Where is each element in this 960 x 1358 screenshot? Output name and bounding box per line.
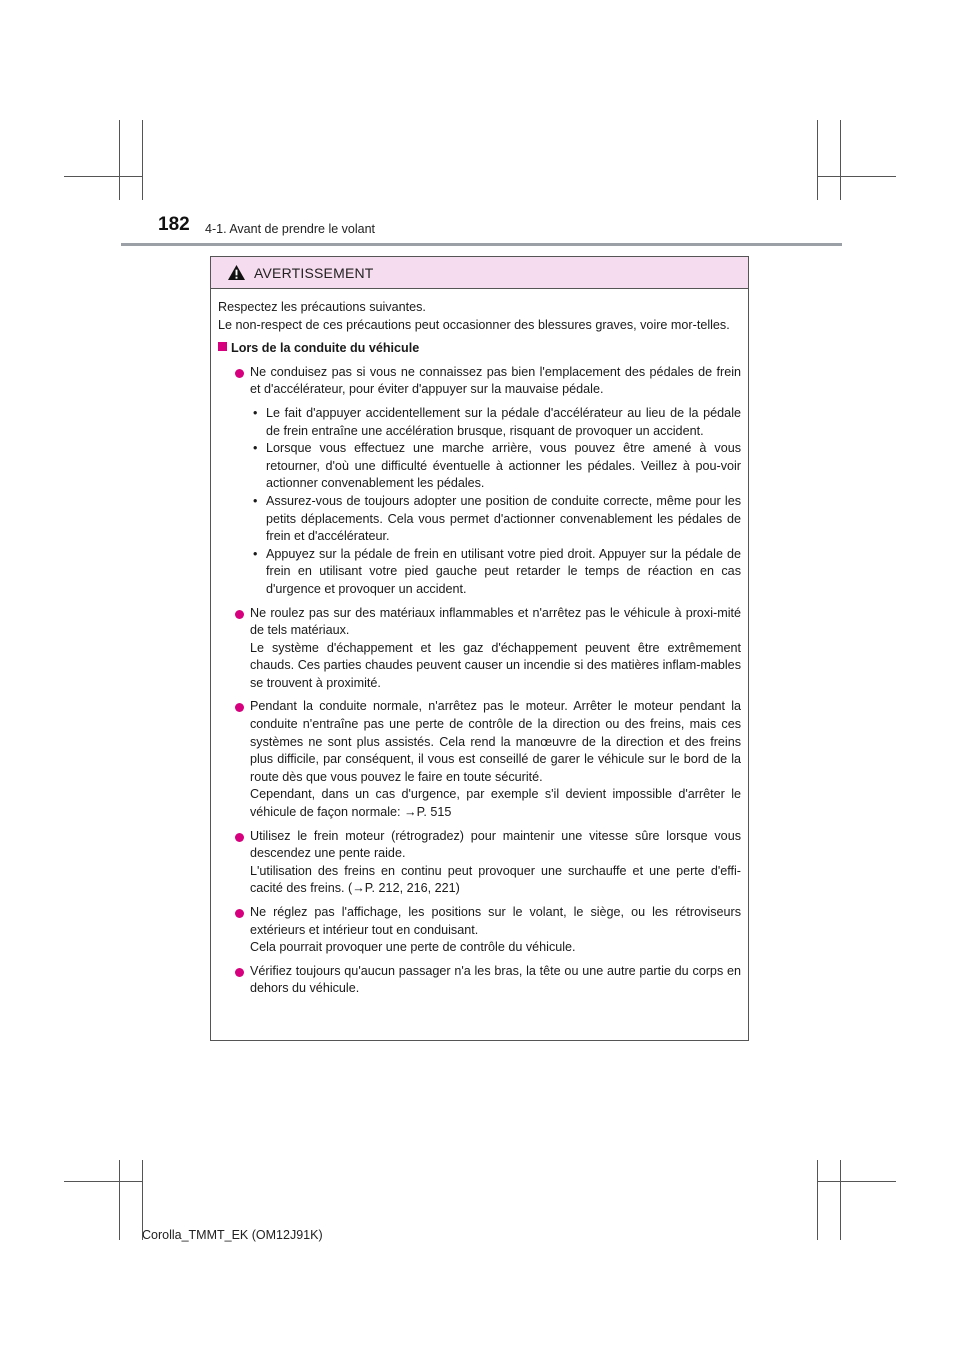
sub-item-text: Le fait d'appuyer accidentellement sur la pédale d'accélérateur au lieu de la pédale de frein entraîne une accélération brusque, risquant de provoquer un accident. bbox=[266, 405, 741, 438]
warning-item-text: L'utilisation des freins en continu peut provoquer une surchauffe et une perte d'effi-cacité des freins. (→P. 212, 216, 221) bbox=[250, 863, 741, 896]
intro-text bbox=[218, 299, 741, 334]
warning-item-text: Pendant la conduite normale, n'arrêtez pas le moteur. Arrêter le moteur pendant la conduite n'entraîne pas une perte de contrôle de la direction ou des freins, mais ces systèmes ne sont plus assistés. Cela rend la manœuvre de la direction et des freins plus difficile, par conséquent, il vous est conseillé de garer le véhicule sur le bord de la route dès que vous pouvez le faire en toute sécurité. bbox=[250, 699, 741, 784]
square-bullet-icon bbox=[218, 342, 227, 351]
sub-list bbox=[218, 405, 741, 599]
warning-item-text: Cela pourrait provoquer une perte de contrôle du véhicule. bbox=[250, 940, 576, 955]
document-id: Corolla_TMMT_EK (OM12J91K) bbox=[142, 1228, 323, 1242]
warning-title: AVERTISSEMENT bbox=[254, 264, 374, 281]
crop-mark bbox=[817, 1181, 896, 1182]
warning-item-text: Utilisez le frein moteur (rétrogradez) pour maintenir une vitesse sûre lorsque vous descendez une pente raide. bbox=[250, 828, 741, 861]
crop-mark bbox=[142, 120, 143, 200]
crop-mark bbox=[119, 120, 120, 200]
warning-item-text: Ne conduisez pas si vous ne connaissez pas bien l'emplacement des pédales de frein et d'accélérateur, pour éviter d'appuyer sur la mauvaise pédale. bbox=[250, 364, 741, 397]
warning-item-text: Cependant, dans un cas d'urgence, par exemple s'il devient impossible d'arrêter le véhicule de façon normale: →P. 515 bbox=[250, 787, 741, 820]
sub-bullet-mark: • bbox=[253, 493, 258, 508]
warning-item bbox=[218, 963, 741, 998]
warning-item bbox=[218, 698, 741, 821]
section-heading bbox=[218, 340, 741, 358]
warning-item bbox=[218, 828, 741, 898]
sub-item-text: Lorsque vous effectuez une marche arrière, vous pouvez être amené à vous retourner, d'où une difficulté éventuelle à actionner les pédales. Veillez à pou-voir actionner convenablement les pédales. bbox=[266, 441, 741, 491]
round-bullet-icon bbox=[235, 703, 244, 712]
crop-mark bbox=[817, 1160, 818, 1240]
section-heading-text: Lors de la conduite du véhicule bbox=[231, 341, 420, 356]
warning-item bbox=[218, 904, 741, 957]
round-bullet-icon bbox=[235, 833, 244, 842]
intro-line: Le non-respect de ces précautions peut occasionner des blessures graves, voire mor-telles. bbox=[218, 317, 730, 332]
sub-item bbox=[218, 440, 741, 493]
crop-mark bbox=[840, 120, 841, 200]
warning-item-text: Vérifiez toujours qu'aucun passager n'a les bras, la tête ou une autre partie du corps en dehors du véhicule. bbox=[250, 963, 741, 996]
warning-item bbox=[218, 605, 741, 693]
sub-item-text: Appuyez sur la pédale de frein en utilisant votre pied droit. Appuyer sur la pédale de frein en utilisant votre pied gauche peut retarder le temps de réaction en cas d'urgence et provoquer un accident. bbox=[266, 546, 741, 596]
round-bullet-icon bbox=[235, 968, 244, 977]
sub-item-text: Assurez-vous de toujours adopter une position de conduite correcte, même pour les petits déplacements. Cela vous permet d'actionner convenablement les pédales de frein et d'accélérateur. bbox=[266, 493, 741, 544]
sub-item bbox=[218, 493, 741, 546]
warning-body bbox=[211, 289, 748, 998]
header-rule bbox=[121, 243, 842, 246]
sub-bullet-mark: • bbox=[253, 546, 258, 561]
crop-mark bbox=[64, 1181, 142, 1182]
warning-box bbox=[210, 256, 749, 1041]
round-bullet-icon bbox=[235, 610, 244, 619]
crop-mark bbox=[119, 1160, 120, 1240]
crop-mark bbox=[64, 176, 142, 177]
sub-item bbox=[218, 546, 741, 599]
section-title: 4-1. Avant de prendre le volant bbox=[205, 222, 376, 236]
crop-mark bbox=[817, 176, 896, 177]
page-number: 182 bbox=[158, 214, 190, 235]
warning-item-text: Ne réglez pas l'affichage, les positions sur le volant, le siège, ou les rétroviseurs extérieurs et intérieur tout en conduisant. bbox=[250, 905, 741, 937]
crop-mark bbox=[817, 120, 818, 200]
warning-item-text: Ne roulez pas sur des matériaux inflammables et n'arrêtez pas le véhicule à proxi-mité de tels matériaux. bbox=[250, 605, 741, 638]
warning-header bbox=[211, 257, 748, 289]
round-bullet-icon bbox=[235, 369, 244, 378]
sub-bullet-mark: • bbox=[253, 405, 258, 420]
sub-item bbox=[218, 405, 741, 440]
warning-triangle-icon bbox=[227, 264, 246, 281]
crop-mark bbox=[840, 1160, 841, 1240]
sub-bullet-mark: • bbox=[253, 441, 258, 456]
intro-line: Respectez les précautions suivantes. bbox=[218, 300, 426, 314]
round-bullet-icon bbox=[235, 909, 244, 918]
warning-item bbox=[218, 364, 741, 399]
warning-item-text: Le système d'échappement et les gaz d'échappement peuvent être extrêmement chauds. Ces parties chaudes peuvent causer un incendie si des matières inflam-mables se trouvent à proximité. bbox=[250, 640, 741, 690]
